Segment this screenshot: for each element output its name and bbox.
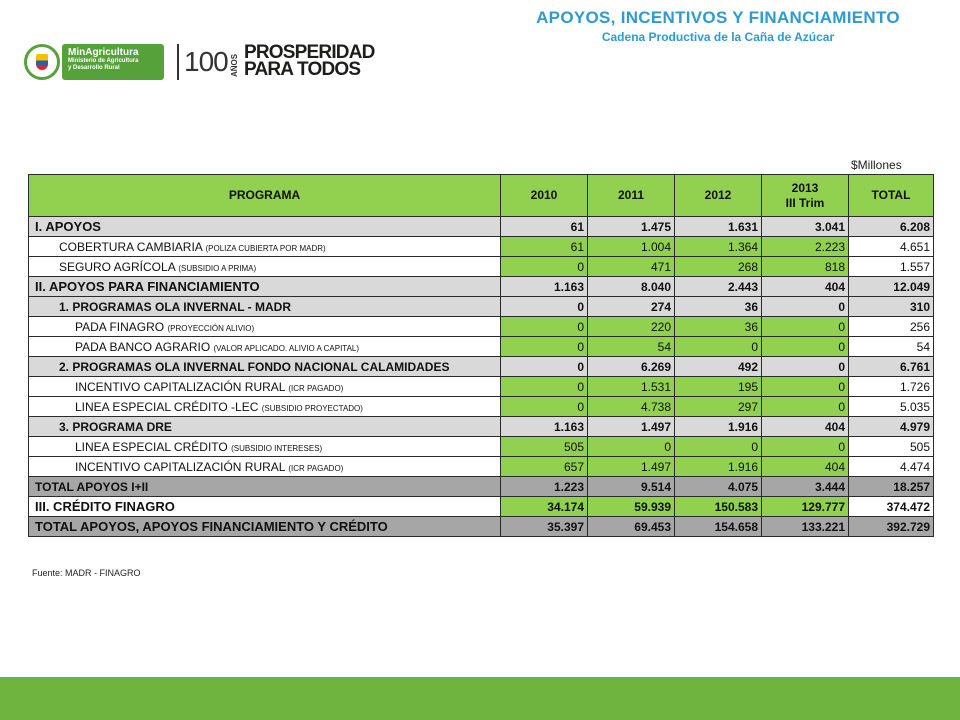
program-label: II. APOYOS PARA FINANCIAMIENTO — [35, 279, 260, 294]
value-cell-total: 4.474 — [849, 457, 934, 477]
value-cell-total: 6.761 — [849, 357, 934, 377]
value-cell-v2013: 133.221 — [762, 517, 849, 537]
value-cell-total: 18.257 — [849, 477, 934, 497]
table-row — [29, 277, 934, 297]
value-cell-v2010: 1.163 — [501, 417, 588, 437]
value-cell-v2013: 0 — [762, 357, 849, 377]
program-label: TOTAL APOYOS, APOYOS FINANCIAMIENTO Y CRÉDITO — [35, 519, 388, 534]
value-cell-v2012: 2.443 — [675, 277, 762, 297]
program-note: (SUBSIDIO PROYECTADO) — [261, 403, 363, 413]
table-row — [29, 377, 934, 397]
table-body — [29, 217, 934, 537]
value-cell-v2013: 3.041 — [762, 217, 849, 237]
program-cell — [29, 377, 501, 397]
value-cell-v2010: 1.223 — [501, 477, 588, 497]
table-row — [29, 457, 934, 477]
program-label: TOTAL APOYOS I+II — [35, 479, 149, 494]
value-cell-v2011: 69.453 — [588, 517, 675, 537]
page-header — [488, 8, 948, 44]
value-cell-total: 256 — [849, 317, 934, 337]
program-label: 3. PROGRAMA DRE — [59, 419, 172, 434]
programs-table — [28, 174, 934, 537]
value-cell-v2010: 0 — [501, 357, 588, 377]
program-label: 2. PROGRAMAS OLA INVERNAL FONDO NACIONAL CALAMIDADES — [59, 359, 450, 374]
table-header-row — [29, 175, 934, 217]
value-cell-v2013: 404 — [762, 277, 849, 297]
value-cell-total: 6.208 — [849, 217, 934, 237]
value-cell-v2010: 0 — [501, 257, 588, 277]
coat-of-arms-icon — [24, 44, 60, 80]
value-cell-v2010: 35.397 — [501, 517, 588, 537]
value-cell-v2010: 0 — [501, 297, 588, 317]
value-cell-v2013: 404 — [762, 417, 849, 437]
header-2012: 2012 — [675, 175, 762, 217]
value-cell-total: 1.726 — [849, 377, 934, 397]
ministry-logo — [62, 44, 164, 80]
value-cell-total: 12.049 — [849, 277, 934, 297]
anniversary-word: AÑOS — [230, 53, 239, 77]
table-row — [29, 497, 934, 517]
program-note: (SUBSIDIO INTERESES) — [231, 443, 323, 453]
program-note: (ICR PAGADO) — [288, 383, 344, 393]
value-cell-v2012: 297 — [675, 397, 762, 417]
value-cell-v2013: 3.444 — [762, 477, 849, 497]
value-cell-total: 5.035 — [849, 397, 934, 417]
ministry-name: MinAgricultura — [68, 47, 139, 58]
table-row — [29, 237, 934, 257]
value-cell-v2011: 274 — [588, 297, 675, 317]
value-cell-v2012: 36 — [675, 297, 762, 317]
value-cell-v2013: 0 — [762, 337, 849, 357]
program-cell — [29, 257, 501, 277]
value-cell-v2011: 471 — [588, 257, 675, 277]
value-cell-v2013: 0 — [762, 317, 849, 337]
value-cell-v2010: 1.163 — [501, 277, 588, 297]
value-cell-total: 505 — [849, 437, 934, 457]
value-cell-v2012: 1.631 — [675, 217, 762, 237]
value-cell-v2012: 0 — [675, 437, 762, 457]
program-label: PADA FINAGRO — [75, 319, 165, 334]
table-row — [29, 257, 934, 277]
value-cell-v2011: 1.004 — [588, 237, 675, 257]
header-program: PROGRAMA — [29, 175, 501, 217]
value-cell-v2012: 492 — [675, 357, 762, 377]
value-cell-v2012: 1.364 — [675, 237, 762, 257]
value-cell-v2013: 2.223 — [762, 237, 849, 257]
table-row — [29, 357, 934, 377]
value-cell-v2013: 818 — [762, 257, 849, 277]
table-row — [29, 317, 934, 337]
value-cell-v2013: 0 — [762, 397, 849, 417]
program-cell — [29, 237, 501, 257]
value-cell-v2013: 0 — [762, 437, 849, 457]
value-cell-v2011: 6.269 — [588, 357, 675, 377]
program-label: 1. PROGRAMAS OLA INVERNAL - MADR — [59, 299, 292, 314]
program-cell — [29, 277, 501, 297]
table-row — [29, 437, 934, 457]
value-cell-v2013: 0 — [762, 297, 849, 317]
value-cell-v2011: 220 — [588, 317, 675, 337]
program-cell — [29, 317, 501, 337]
ministry-line2: y Desarrollo Rural — [68, 65, 120, 71]
value-cell-v2010: 61 — [501, 237, 588, 257]
value-cell-v2010: 34.174 — [501, 497, 588, 517]
program-label: PADA BANCO AGRARIO — [75, 339, 211, 354]
ministry-line1: Ministerio de Agricultura — [68, 58, 139, 64]
value-cell-v2011: 1.497 — [588, 417, 675, 437]
table-row — [29, 477, 934, 497]
header-2013 — [762, 175, 849, 217]
header-total: TOTAL — [849, 175, 934, 217]
program-cell — [29, 437, 501, 457]
value-cell-v2012: 36 — [675, 317, 762, 337]
value-cell-total: 310 — [849, 297, 934, 317]
value-cell-v2011: 59.939 — [588, 497, 675, 517]
program-note: (SUBSIDIO A PRIMA) — [178, 263, 257, 273]
program-label: COBERTURA CAMBIARIA — [59, 239, 203, 254]
value-cell-v2011: 1.475 — [588, 217, 675, 237]
value-cell-v2012: 1.916 — [675, 457, 762, 477]
program-cell — [29, 457, 501, 477]
value-cell-v2011: 0 — [588, 437, 675, 457]
program-cell — [29, 397, 501, 417]
value-cell-v2013: 404 — [762, 457, 849, 477]
anniversary-number: 100 — [184, 46, 228, 77]
value-cell-v2010: 0 — [501, 317, 588, 337]
logo-strip — [24, 42, 384, 84]
program-note: (POLIZA CUBIERTA POR MADR) — [205, 243, 326, 253]
program-label: LINEA ESPECIAL CRÉDITO — [75, 439, 228, 454]
logo-divider — [177, 44, 179, 80]
header-2011: 2011 — [588, 175, 675, 217]
source-note: Fuente: MADR - FINAGRO — [32, 568, 141, 578]
page-subtitle: Cadena Productiva de la Caña de Azúcar — [601, 30, 835, 44]
program-cell — [29, 357, 501, 377]
program-label: III. CRÉDITO FINAGRO — [35, 499, 175, 514]
program-label: INCENTIVO CAPITALIZACIÓN RURAL — [75, 379, 286, 394]
program-cell — [29, 417, 501, 437]
table-row — [29, 297, 934, 317]
value-cell-total: 392.729 — [849, 517, 934, 537]
units-label: $Millones — [851, 158, 902, 172]
program-cell — [29, 477, 501, 497]
program-label: INCENTIVO CAPITALIZACIÓN RURAL — [75, 459, 286, 474]
value-cell-v2011: 8.040 — [588, 277, 675, 297]
value-cell-v2012: 0 — [675, 337, 762, 357]
program-label: SEGURO AGRÍCOLA — [59, 259, 176, 274]
value-cell-v2010: 0 — [501, 377, 588, 397]
value-cell-v2012: 1.916 — [675, 417, 762, 437]
program-cell — [29, 337, 501, 357]
value-cell-total: 374.472 — [849, 497, 934, 517]
value-cell-total: 1.557 — [849, 257, 934, 277]
value-cell-v2011: 1.531 — [588, 377, 675, 397]
value-cell-v2013: 129.777 — [762, 497, 849, 517]
slogan-line1: PROSPERIDAD — [244, 42, 375, 63]
program-cell — [29, 297, 501, 317]
slogan-line2: PARA TODOS — [244, 59, 361, 80]
header-2010: 2010 — [501, 175, 588, 217]
value-cell-v2012: 154.658 — [675, 517, 762, 537]
value-cell-total: 4.651 — [849, 237, 934, 257]
program-label: I. APOYOS — [35, 219, 101, 234]
value-cell-total: 4.979 — [849, 417, 934, 437]
value-cell-v2010: 0 — [501, 337, 588, 357]
program-note: (ICR PAGADO) — [288, 463, 344, 473]
table-row — [29, 337, 934, 357]
header-2013-year: 2013 — [791, 180, 819, 195]
value-cell-v2012: 268 — [675, 257, 762, 277]
value-cell-v2010: 61 — [501, 217, 588, 237]
program-cell — [29, 517, 501, 537]
value-cell-v2013: 0 — [762, 377, 849, 397]
header-2013-period: III Trim — [785, 195, 825, 210]
value-cell-v2011: 54 — [588, 337, 675, 357]
table-row — [29, 217, 934, 237]
value-cell-v2010: 657 — [501, 457, 588, 477]
program-cell — [29, 217, 501, 237]
table-row — [29, 517, 934, 537]
value-cell-v2010: 505 — [501, 437, 588, 457]
program-note: (PROYECCIÓN ALIVIO) — [167, 323, 255, 333]
value-cell-v2012: 150.583 — [675, 497, 762, 517]
value-cell-v2011: 9.514 — [588, 477, 675, 497]
value-cell-v2011: 4.738 — [588, 397, 675, 417]
table-row — [29, 417, 934, 437]
page-title: APOYOS, INCENTIVOS Y FINANCIAMIENTO — [536, 8, 900, 27]
value-cell-total: 54 — [849, 337, 934, 357]
value-cell-v2012: 195 — [675, 377, 762, 397]
program-cell — [29, 497, 501, 517]
program-note: (VALOR APLICADO. ALIVIO A CAPITAL) — [213, 343, 360, 353]
table-row — [29, 397, 934, 417]
value-cell-v2012: 4.075 — [675, 477, 762, 497]
footer-bar — [0, 677, 960, 720]
value-cell-v2010: 0 — [501, 397, 588, 417]
value-cell-v2011: 1.497 — [588, 457, 675, 477]
slogan-logo — [244, 44, 375, 78]
program-label: LINEA ESPECIAL CRÉDITO -LEC — [75, 399, 259, 414]
